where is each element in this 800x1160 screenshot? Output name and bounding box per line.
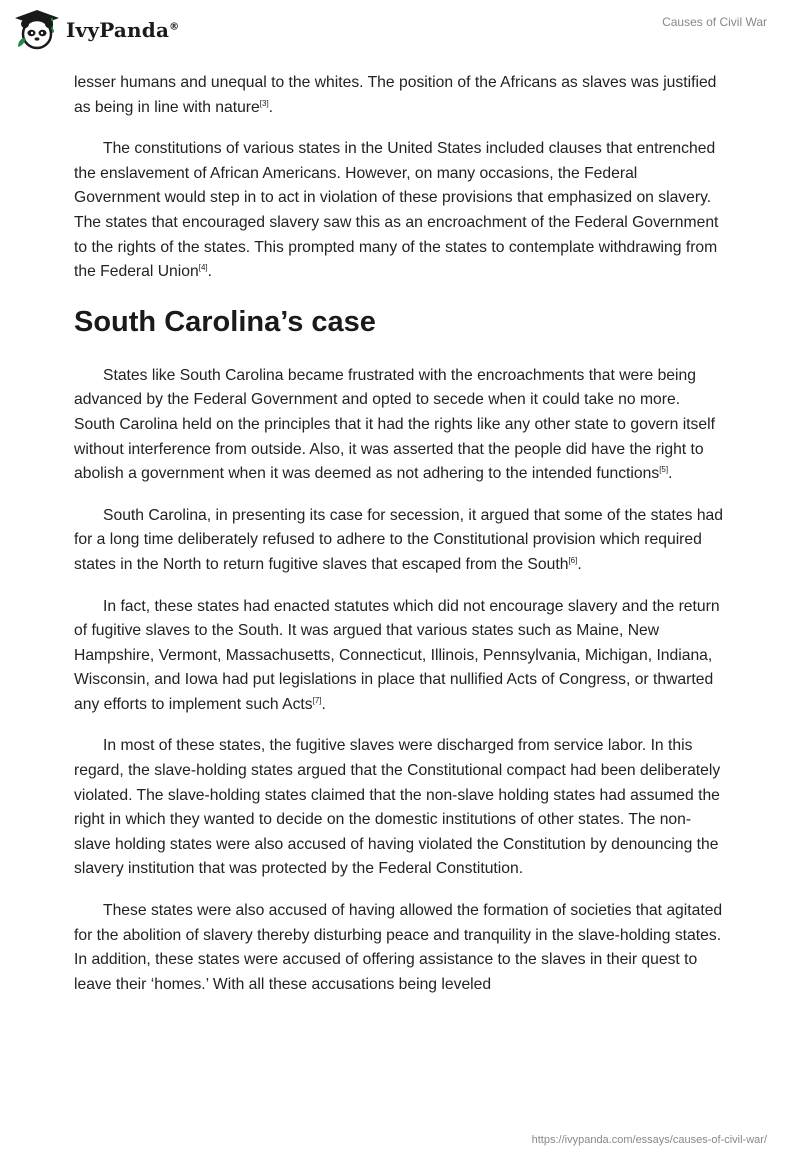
citation-ref[interactable]: [6]: [568, 555, 578, 565]
paragraph: The constitutions of various states in the United States included clauses that entrenched the enslavement of African Americans. However, on many occasions, the Federal Government would step in to act in violation of these provisions that emphasized on slavery. The states that encouraged slavery saw this as an encroachment of the Federal Government to the rights of the states. This prompted many of the states to contemplate withdrawing from the Federal Union[4].: [74, 140, 719, 281]
paragraph: States like South Carolina became frustrated with the encroachments that were being advanced by the Federal Government and opted to secede when it could take no more. South Carolina held on the principles that it had the rights like any other state to govern itself without interference from outside. Also, it was asserted that the people did have the right to abolish a government when it was deemed as not adhering to the intended functions[5].: [74, 366, 715, 483]
brand-name: IvyPanda®: [66, 18, 180, 42]
paragraph: In fact, these states had enacted statutes which did not encourage slavery and the return of fugitive slaves to the South. It was argued that various states such as Maine, New Hampshire, Vermont, Massachusetts, Connecticut, Illinois, Pennsylvania, Michigan, Indiana, Wisconsin, and Iowa had put legislations in place that nullified Acts of Congress, or thwarted any efforts to implement such Acts[7].: [74, 597, 720, 713]
panda-graduate-icon: [14, 9, 60, 51]
paragraph: These states were also accused of having allowed the formation of societies that agitated for the abolition of slavery thereby disturbing peace and tranquility in the slave-holding states. In addition, these states were accused of offering assistance to the slaves in their quest to leave their ‘homes.’ With all these accusations being leveled: [74, 902, 723, 993]
paragraph: In most of these states, the fugitive slaves were discharged from service labor. In this regard, the slave-holding states argued that the Constitutional compact had been deliberately violated. The slave-holding states claimed that the non-slave holding states had assumed the right in which they wanted to decide on the domestic institutions of other states. The non-slave holding states were also accused of having violated the Constitution by denouncing the slavery institution that was protected by the Federal Constitution.: [74, 737, 721, 878]
document-title: Causes of Civil War: [662, 15, 767, 29]
citation-ref[interactable]: [3]: [259, 98, 269, 108]
ivypanda-logo[interactable]: [14, 9, 179, 51]
paragraph: lesser humans and unequal to the whites. The position of the Africans as slaves was justified as being in line with nature[3].: [74, 74, 717, 116]
essay-content: [74, 71, 724, 1014]
source-url[interactable]: https://ivypanda.com/essays/causes-of-civil-war/: [531, 1134, 767, 1146]
citation-ref[interactable]: [5]: [659, 465, 669, 475]
section-heading: South Carolina’s case: [74, 305, 376, 338]
citation-ref[interactable]: [7]: [312, 695, 322, 705]
page-header: [0, 0, 800, 70]
paragraph: South Carolina, in presenting its case for secession, it argued that some of the states had for a long time deliberately refused to adhere to the Constitutional provision which required states in the North to return fugitive slaves that escaped from the South[6].: [74, 506, 724, 573]
citation-ref[interactable]: [4]: [198, 263, 208, 273]
